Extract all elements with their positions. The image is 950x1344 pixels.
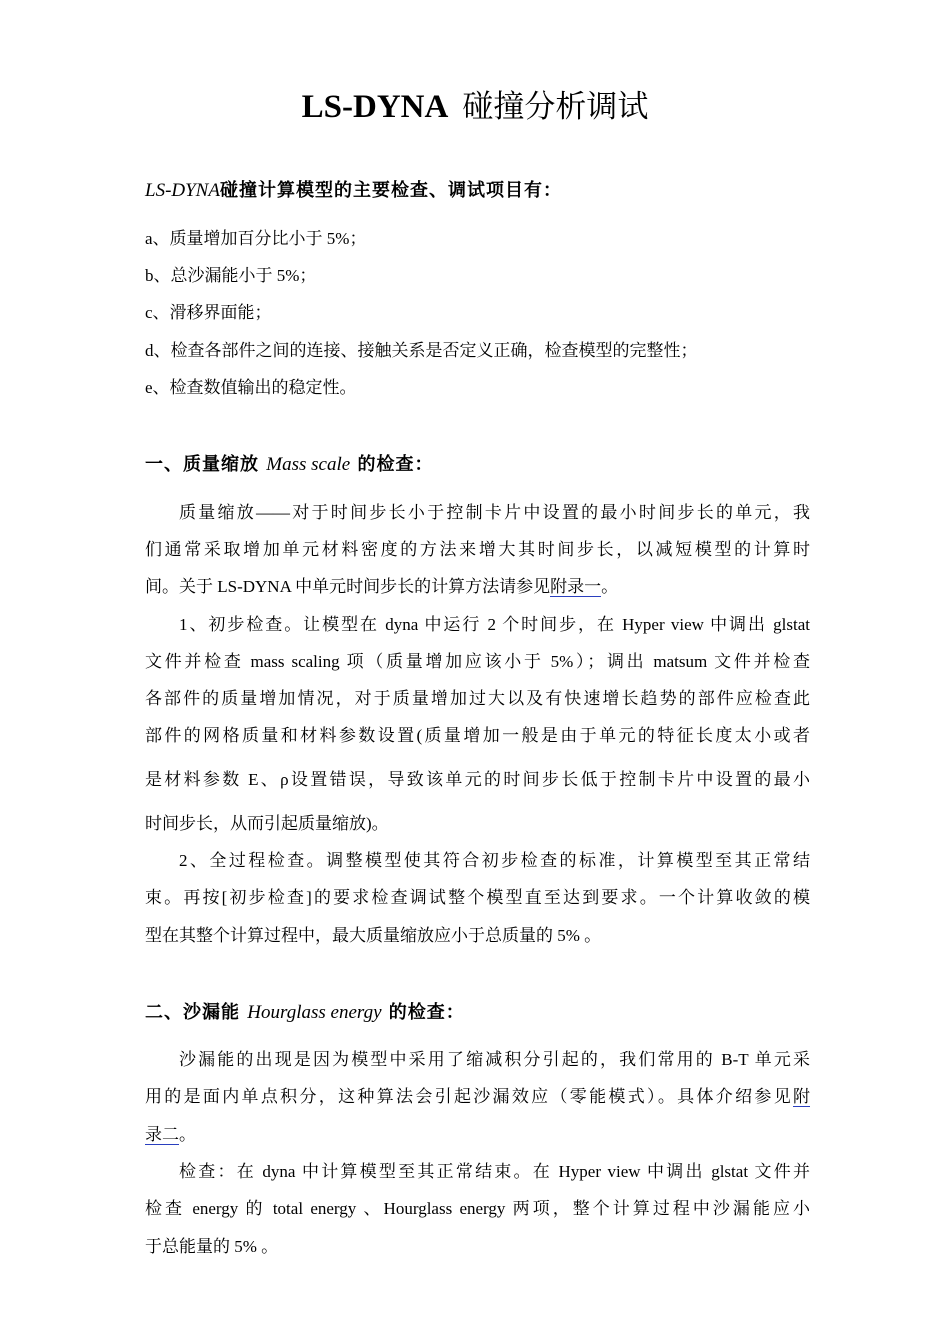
section-1-heading-italic: Mass scale [266, 454, 351, 475]
appendix-2-link-part-a[interactable]: 附 [793, 1087, 810, 1106]
section-1-heading-pre: 一、质量缩放 [145, 454, 267, 475]
list-item: a、质量增加百分比小于 5%； [145, 229, 367, 248]
section-2-heading-post: 的检查： [381, 1002, 465, 1023]
list-item: b、总沙漏能小于 5%； [145, 266, 317, 285]
paragraph-text: 间。关于 LS-DYNA 中单元时间步长的计算方法请参见 [145, 577, 551, 596]
title-cjk: 碰撞分析调试 [462, 89, 649, 125]
intro-heading-text: 碰撞计算模型的主要检查、调试项目有： [219, 180, 562, 201]
appendix-1-link[interactable]: 附录一 [550, 577, 602, 596]
section-2-heading [145, 1000, 465, 1026]
paragraph-line: 型在其整个计算过程中，最大质量缩放应小于总质量的 5% 。 [145, 926, 602, 945]
paragraph-line: 文件并检查 mass scaling 项（质量增加应该小于 5%）；调出 matsum 文件并检查 [145, 652, 810, 671]
section-1-heading-post: 的检查： [350, 454, 434, 475]
title-latin: LS-DYNA [301, 89, 449, 125]
paragraph-line: 2、全过程检查。调整模型使其符合初步检查的标准，计算模型至其正常结 [179, 851, 810, 870]
paragraph-line: 时间步长，从而引起质量缩放)。 [145, 814, 389, 833]
paragraph-line: 束。再按[初步检查]的要求检查调试整个模型直至达到要求。一个计算收敛的模 [145, 888, 810, 907]
paragraph-line: 1、初步检查。让模型在 dyna 中运行 2 个时间步，在 Hyper view 中调出 glstat [179, 615, 810, 634]
paragraph-line: 部件的网格质量和材料参数设置(质量增加一般是由于单元的特征长度太小或者 [145, 726, 810, 745]
paragraph-text: 。 [601, 577, 619, 596]
paragraph-line: 质量缩放——对于时间步长小于控制卡片中设置的最小时间步长的单元，我 [179, 503, 810, 522]
list-item: c、滑移界面能； [145, 303, 272, 322]
paragraph-line: 于总能量的 5% 。 [145, 1237, 279, 1256]
paragraph-line: 沙漏能的出现是因为模型中采用了缩减积分引起的，我们常用的 B-T 单元采 [179, 1050, 810, 1069]
paragraph-text: 用的是面内单点积分，这种算法会引起沙漏效应（零能模式）。具体介绍参见 [145, 1087, 793, 1106]
appendix-2-link-part-b[interactable]: 录二 [145, 1125, 179, 1144]
paragraph-line: 们通常采取增加单元材料密度的方法来增大其时间步长，以减短模型的计算时 [145, 540, 810, 559]
intro-heading [145, 178, 562, 204]
list-item: e、检查数值输出的稳定性。 [145, 378, 357, 397]
paragraph-line: 检查 energy 的 total energy 、Hourglass energy 两项，整个计算过程中沙漏能应小 [145, 1199, 810, 1218]
page-title [0, 84, 950, 129]
section-1-heading [145, 452, 433, 478]
paragraph-text: 。 [179, 1125, 196, 1144]
paragraph-line [145, 1122, 810, 1148]
paragraph-line: 是材料参数 E、ρ设置错误，导致该单元的时间步长低于控制卡片中设置的最小 [145, 770, 810, 789]
paragraph-line: 检查：在 dyna 中计算模型至其正常结束。在 Hyper view 中调出 glstat 文件并 [179, 1162, 810, 1181]
list-item: d、检查各部件之间的连接、接触关系是否定义正确，检查模型的完整性； [145, 341, 698, 360]
paragraph-line [145, 1084, 810, 1110]
section-2-heading-pre: 二、沙漏能 [145, 1002, 248, 1023]
paragraph-line: 各部件的质量增加情况，对于质量增加过大以及有快速增长趋势的部件应检查此 [145, 689, 810, 708]
intro-heading-italic: LS-DYNA [145, 180, 220, 201]
section-2-heading-italic: Hourglass energy [247, 1002, 382, 1023]
paragraph-line [145, 574, 810, 600]
